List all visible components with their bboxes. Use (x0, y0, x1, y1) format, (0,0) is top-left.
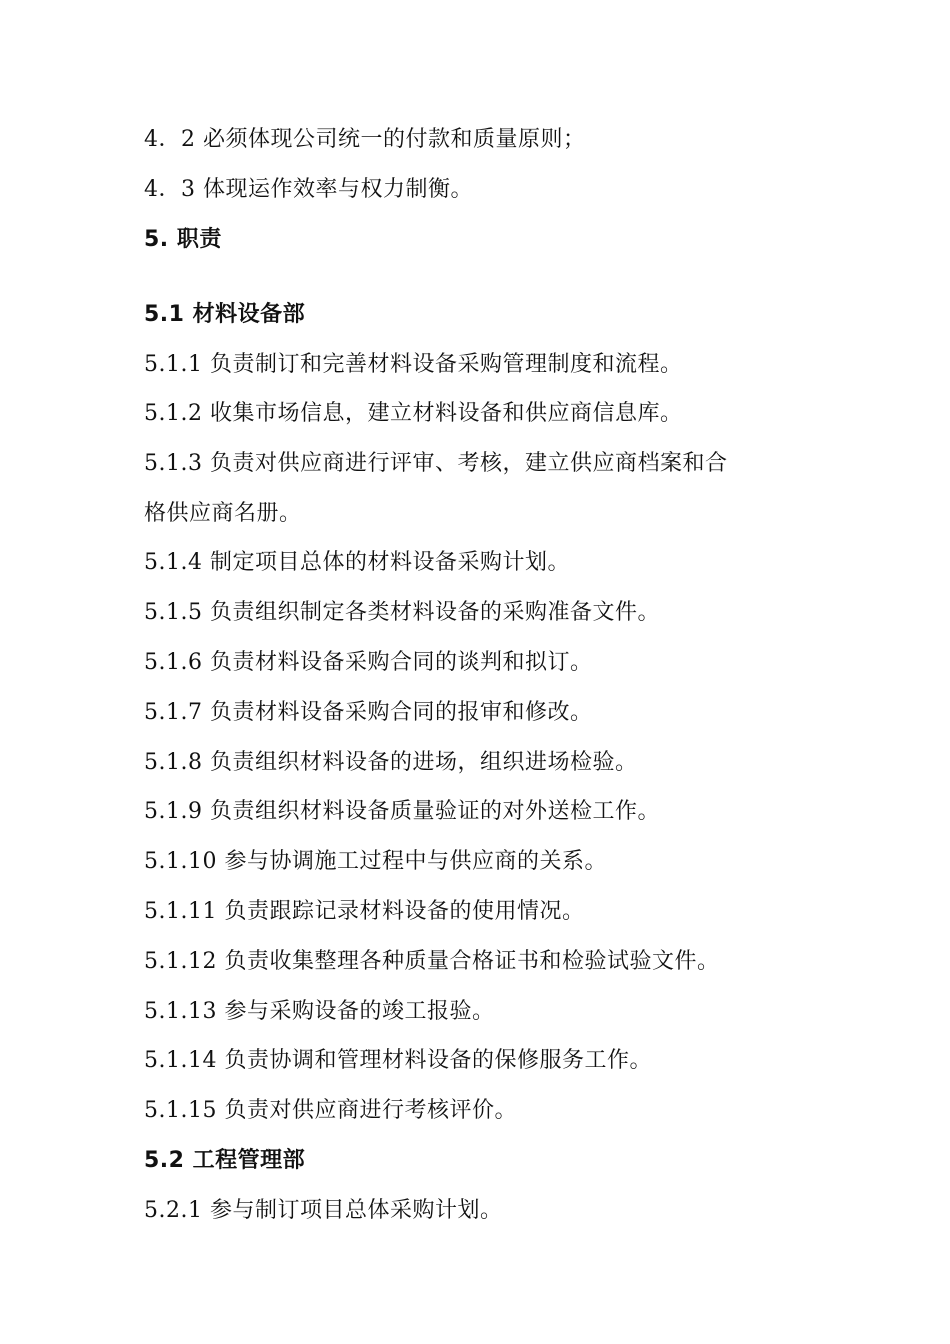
clause-5-1-3-continued: 格供应商名册。 (144, 501, 302, 526)
clause-5-1-13: 5.1.13 参与采购设备的竣工报验。 (144, 999, 495, 1024)
clause-5-1-8: 5.1.8 负责组织材料设备的进场，组织进场检验。 (144, 750, 638, 775)
clause-5-1-15: 5.1.15 负责对供应商进行考核评价。 (144, 1098, 517, 1123)
clause-5-1-12: 5.1.12 负责收集整理各种质量合格证书和检验试验文件。 (144, 949, 720, 974)
clause-5-1-10: 5.1.10 参与协调施工过程中与供应商的关系。 (144, 849, 607, 874)
clause-5-1-6: 5.1.6 负责材料设备采购合同的谈判和拟订。 (144, 650, 593, 675)
section-heading-5-1: 5.1 材料设备部 (144, 302, 306, 327)
clause-5-1-7: 5.1.7 负责材料设备采购合同的报审和修改。 (144, 700, 593, 725)
clause-5-1-4: 5.1.4 制定项目总体的材料设备采购计划。 (144, 550, 570, 575)
clause-4-2: 4．2 必须体现公司统一的付款和质量原则； (144, 127, 586, 152)
section-heading-5-2: 5.2 工程管理部 (144, 1148, 306, 1173)
clause-5-1-3: 5.1.3 负责对供应商进行评审、考核，建立供应商档案和合 (144, 451, 728, 476)
clause-5-2-1: 5.2.1 参与制订项目总体采购计划。 (144, 1198, 503, 1223)
clause-5-1-11: 5.1.11 负责跟踪记录材料设备的使用情况。 (144, 899, 585, 924)
clause-5-1-5: 5.1.5 负责组织制定各类材料设备的采购准备文件。 (144, 600, 660, 625)
section-heading-5: 5. 职责 (144, 227, 222, 252)
clause-4-3: 4．3 体现运作效率与权力制衡。 (144, 177, 473, 202)
clause-5-1-9: 5.1.9 负责组织材料设备质量验证的对外送检工作。 (144, 799, 660, 824)
clause-5-1-2: 5.1.2 收集市场信息，建立材料设备和供应商信息库。 (144, 401, 683, 426)
clause-5-1-14: 5.1.14 负责协调和管理材料设备的保修服务工作。 (144, 1048, 652, 1073)
clause-5-1-1: 5.1.1 负责制订和完善材料设备采购管理制度和流程。 (144, 352, 683, 377)
